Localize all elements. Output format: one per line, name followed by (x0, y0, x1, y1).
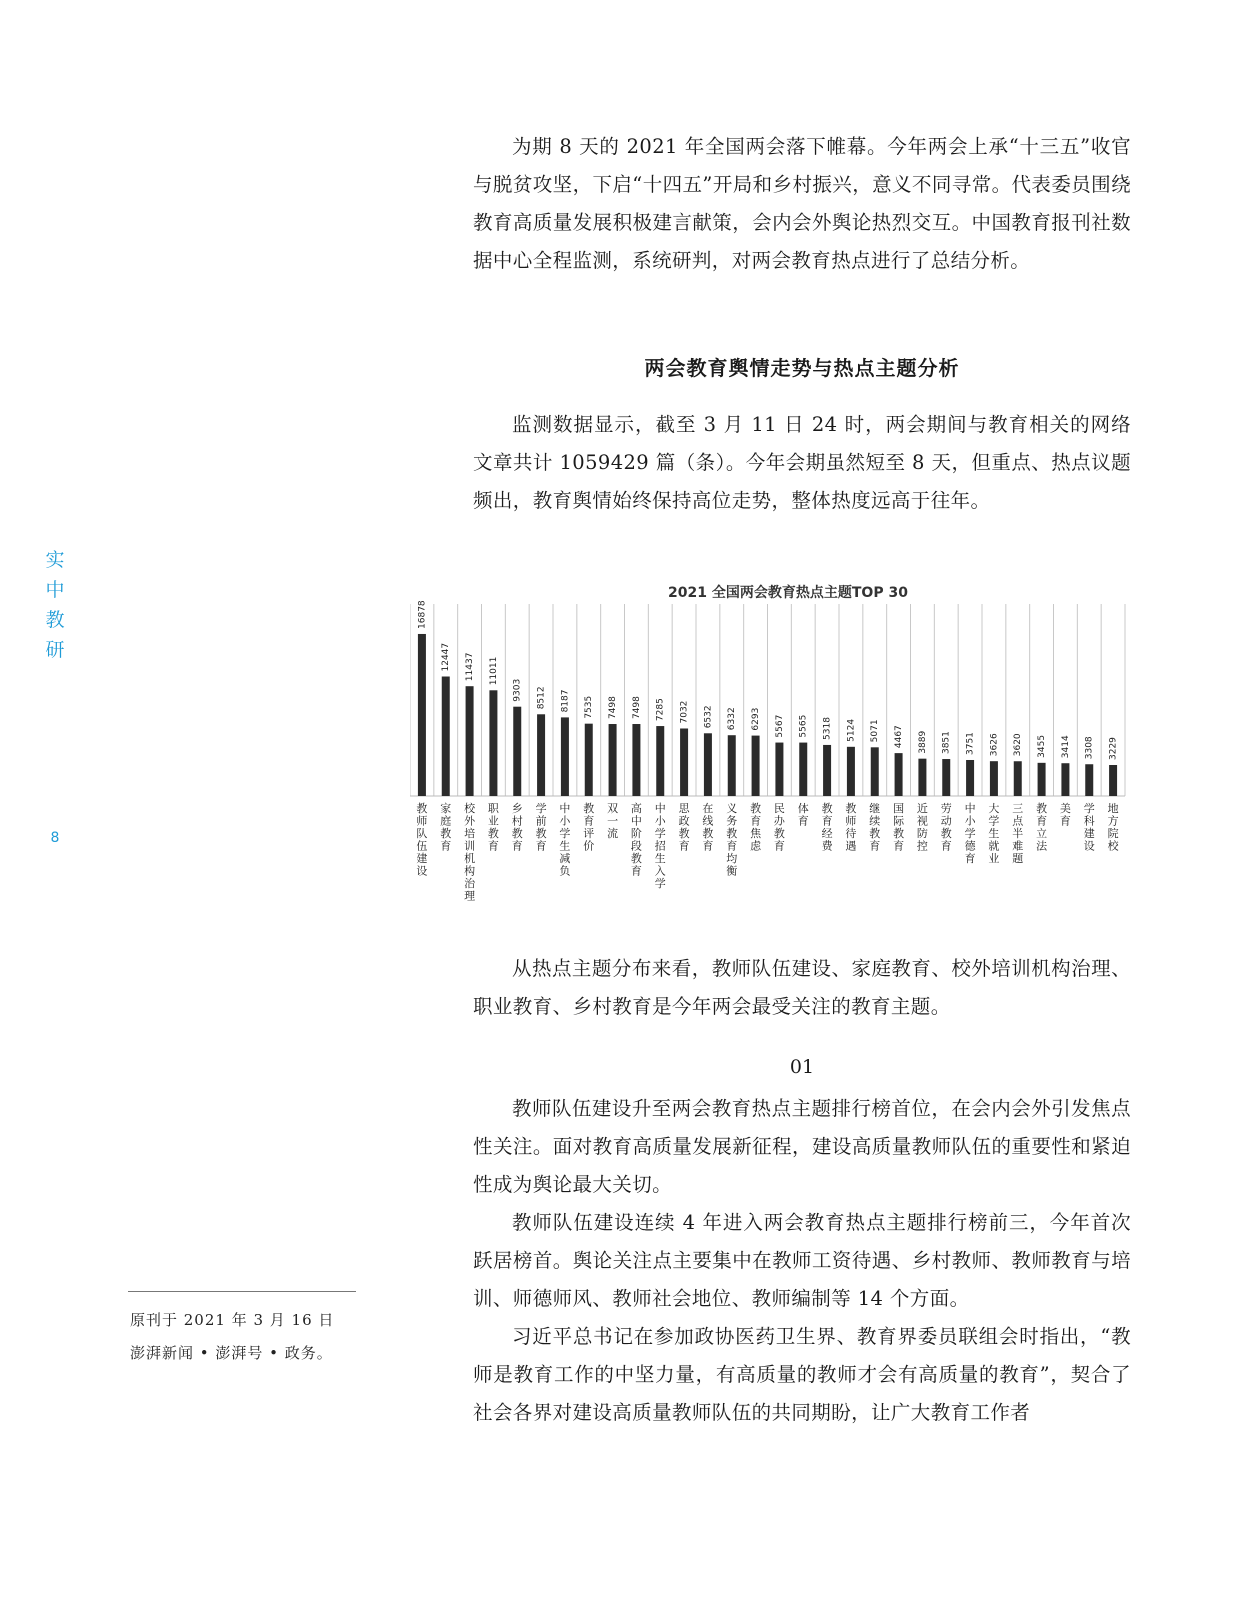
section-paragraph: 监测数据显示，截至 3 月 11 日 24 时，两会期间与教育相关的网络文章共计 1059429 篇（条）。今年会期虽然短至 8 天，但重点、热点议题频出，教育舆情始终保持高位走势，整体热度远高于往年。 (473, 413, 1131, 512)
chart-category-label: 德 (964, 839, 976, 853)
chart-category-label: 段 (630, 839, 642, 853)
chart-category-label: 乡 (511, 802, 523, 815)
chart-value-label: 8512 (536, 686, 547, 710)
chart-category-label: 教 (702, 827, 714, 840)
chart-category-label: 生 (559, 839, 571, 853)
chart-category-label: 动 (940, 814, 952, 828)
chart-category-label: 虑 (750, 839, 762, 853)
chart-category-label: 方 (1107, 814, 1119, 828)
chart-category-label: 育 (1036, 814, 1048, 828)
chart-category-label: 经 (821, 827, 833, 840)
chart-category-label: 教 (678, 827, 690, 840)
chart-value-label: 3889 (917, 730, 928, 754)
chart-category-label: 育 (1059, 814, 1071, 828)
chart-bar (990, 761, 998, 796)
chart-value-label: 6332 (727, 707, 738, 731)
chart-category-label: 焦 (750, 827, 762, 840)
side-section-tab (44, 545, 66, 665)
chart-value-label: 3308 (1084, 736, 1095, 760)
chart-value-label: 3626 (989, 733, 1000, 757)
chart-value-label: 5318 (822, 717, 833, 740)
chart-category-label: 法 (1036, 839, 1048, 853)
chart-bar (752, 736, 760, 796)
chart-category-label: 民 (773, 802, 785, 815)
analysis-block-1 (473, 950, 1131, 1026)
chart-bar (442, 677, 450, 796)
chart-bar (418, 634, 426, 796)
chart-category-label: 半 (1012, 827, 1024, 840)
chart-category-label: 育 (869, 839, 881, 853)
chart-bar (513, 707, 521, 796)
analysis-paragraph-3: 教师队伍建设连续 4 年进入两会教育热点主题排行榜前三，今年首次跃居榜首。舆论关注点主要集中在教师工资待遇、乡村教师、教师教育与培训、师德师风、教师社会地位、教师编制等 14 个方面。 (473, 1211, 1131, 1310)
chart-category-label: 育 (750, 814, 762, 828)
section-block (473, 406, 1131, 520)
side-tab-char: 研 (45, 639, 65, 661)
intro-block (473, 128, 1131, 280)
chart-bar (1085, 764, 1093, 796)
chart-category-label: 视 (916, 814, 928, 828)
chart-bar (680, 728, 688, 796)
chart-category-label: 办 (773, 814, 785, 828)
chart-category-label: 职 (487, 802, 499, 815)
chart-category-label: 小 (559, 814, 571, 828)
chart-category-label: 学 (988, 814, 1000, 828)
chart-category-label: 难 (1012, 839, 1024, 853)
chart-category-label: 学 (559, 827, 571, 840)
chart-category-label: 大 (988, 802, 1000, 815)
chart-value-label: 9303 (512, 678, 523, 702)
chart-category-label: 校 (1107, 839, 1119, 853)
chart-category-label: 家 (440, 802, 452, 815)
chart-value-label: 3751 (965, 732, 976, 755)
page-number: 8 (50, 830, 60, 846)
chart-category-label: 双 (607, 802, 619, 815)
chart-value-label: 16878 (417, 600, 428, 629)
chart-category-label: 教 (1036, 802, 1048, 815)
chart-category-label: 务 (726, 814, 738, 828)
chart-category-label: 劳 (940, 802, 952, 815)
chart-category-label: 育 (440, 839, 452, 853)
chart-value-label: 11437 (465, 652, 476, 682)
chart-category-label: 中 (654, 802, 666, 815)
chart-category-label: 教 (821, 802, 833, 815)
chart-value-label: 5567 (774, 714, 785, 738)
chart-category-label: 育 (726, 839, 738, 853)
chart-value-label: 7498 (608, 696, 619, 720)
chart-category-label: 教 (487, 827, 499, 840)
chart-category-label: 院 (1107, 827, 1119, 840)
chart-category-label: 一 (607, 814, 619, 828)
chart-value-label: 5071 (870, 719, 881, 743)
chart-value-label: 7032 (679, 700, 690, 724)
chart-category-label: 训 (464, 839, 476, 853)
chart-value-label: 7285 (655, 698, 666, 722)
chart-category-label: 生 (988, 827, 1000, 840)
chart-category-label: 减 (559, 852, 571, 865)
chart-category-label: 费 (821, 839, 833, 853)
chart-category-label: 培 (464, 827, 476, 840)
side-tab-char: 实 (45, 549, 65, 571)
chart-category-label: 教 (630, 852, 642, 865)
footnote-divider (128, 1291, 356, 1292)
chart-bar (585, 724, 593, 796)
chart-bar (966, 760, 974, 796)
chart-category-label: 伍 (416, 839, 428, 853)
chart-bar (847, 747, 855, 796)
chart-category-label: 设 (416, 864, 428, 878)
chart-category-label: 学 (654, 877, 666, 890)
chart-category-label: 村 (511, 814, 523, 828)
chart-category-label: 庭 (440, 814, 452, 828)
chart-category-label: 小 (654, 814, 666, 828)
chart-category-label: 育 (487, 839, 499, 853)
chart-value-label: 4467 (894, 725, 905, 749)
chart-category-label: 构 (464, 864, 476, 878)
chart-category-label: 教 (726, 827, 738, 840)
chart-bar (656, 726, 664, 796)
chart-bar (632, 724, 640, 796)
chart-bar (1061, 763, 1069, 796)
chart-bar (871, 747, 879, 796)
chart-category-label: 价 (583, 839, 595, 853)
chart-category-label: 外 (464, 814, 476, 828)
intro-paragraph: 为期 8 天的 2021 年全国两会落下帷幕。今年两会上承“十三五”收官与脱贫攻坚，下启“十四五”开局和乡村振兴，意义不同寻常。代表委员围绕教育高质量发展积极建言献策，会内会外舆论热烈交互。中国教育报刊社数据中心全程监测，系统研判，对两会教育热点进行了总结分析。 (473, 135, 1131, 272)
chart-bar (704, 733, 712, 796)
chart-value-label: 6532 (703, 705, 714, 729)
chart-category-label: 地 (1107, 802, 1119, 815)
chart-category-label: 育 (702, 839, 714, 853)
chart-category-label: 继 (869, 802, 881, 815)
chart-category-label: 教 (416, 802, 428, 815)
chart-category-label: 在 (702, 802, 714, 815)
chart-category-label: 生 (654, 852, 666, 865)
side-tab-char: 教 (45, 609, 65, 631)
chart-category-label: 待 (845, 827, 857, 840)
chart-category-label: 队 (416, 827, 428, 840)
chart-category-label: 均 (726, 852, 738, 865)
chart-category-label: 义 (726, 802, 738, 815)
chart-category-label: 衡 (726, 864, 738, 878)
chart-category-label: 教 (869, 827, 881, 840)
chart-category-label: 教 (773, 827, 785, 840)
analysis-paragraph-4: 习近平总书记在参加政协医药卫生界、教育界委员联组会时指出，“教师是教育工作的中坚力量，有高质量的教师才会有高质量的教育”，契合了社会各界对建设高质量教师队伍的共同期盼，让广大教育工作者 (473, 1325, 1131, 1424)
chart-bar (1109, 765, 1117, 796)
chart-bar (1014, 761, 1022, 796)
chart-category-label: 美 (1059, 802, 1071, 815)
chart-bar (942, 759, 950, 796)
chart-category-label: 立 (1036, 827, 1048, 840)
section-title: 两会教育舆情走势与热点主题分析 (644, 356, 960, 380)
chart-category-label: 育 (964, 852, 976, 865)
chart-category-label: 际 (893, 814, 905, 828)
chart-category-label: 体 (797, 802, 809, 815)
chart-category-label: 教 (440, 827, 452, 840)
chart-value-label: 12447 (441, 642, 452, 672)
chart-category-label: 就 (988, 839, 1000, 853)
chart-category-label: 中 (964, 802, 976, 815)
chart-category-label: 阶 (630, 827, 642, 840)
chart-category-label: 育 (940, 839, 952, 853)
chart-bar (1038, 763, 1046, 796)
chart-bar (609, 724, 617, 796)
chart-category-label: 育 (511, 839, 523, 853)
chart-category-label: 教 (583, 802, 595, 815)
analysis-block-2 (473, 1090, 1131, 1432)
chart-category-label: 高 (630, 802, 642, 815)
chart-category-label: 教 (940, 827, 952, 840)
chart-category-label: 中 (630, 814, 642, 828)
chart-category-label: 学 (535, 802, 547, 815)
chart-bar (775, 743, 783, 796)
chart-category-label: 防 (916, 827, 928, 840)
chart-category-label: 前 (535, 814, 547, 828)
footnote-source-outlet: 澎湃新闻 • 澎湃号 • 政务。 (130, 1344, 333, 1362)
analysis-paragraph-2: 教师队伍建设升至两会教育热点主题排行榜首位，在会内会外引发焦点性关注。面对教育高质量发展新征程，建设高质量教师队伍的重要性和紧迫性成为舆论最大关切。 (473, 1097, 1131, 1196)
chart-category-label: 设 (1083, 839, 1095, 853)
chart-category-label: 控 (916, 839, 928, 853)
chart-category-label: 育 (773, 839, 785, 853)
chart-category-label: 机 (464, 852, 476, 865)
chart-value-label: 3851 (941, 731, 952, 755)
chart-bar (537, 714, 545, 796)
chart-bar (918, 759, 926, 796)
chart-category-label: 师 (845, 814, 857, 828)
chart-category-label: 流 (607, 827, 619, 840)
chart-value-label: 3455 (1037, 734, 1048, 758)
chart-category-label: 国 (893, 802, 905, 815)
chart-category-label: 建 (1083, 827, 1095, 840)
chart-category-label: 题 (1012, 852, 1024, 865)
chart-category-label: 评 (583, 827, 595, 840)
chart-category-label: 建 (416, 852, 428, 865)
chart-category-label: 续 (869, 814, 881, 828)
chart-category-label: 遇 (845, 839, 857, 853)
chart-value-label: 7498 (631, 696, 642, 720)
chart-category-label: 育 (535, 839, 547, 853)
chart-category-label: 师 (416, 814, 428, 828)
chart-svg (410, 582, 1166, 922)
chart-category-label: 业 (487, 814, 499, 828)
analysis-paragraph-1: 从热点主题分布来看，教师队伍建设、家庭教育、校外培训机构治理、职业教育、乡村教育是今年两会最受关注的教育主题。 (473, 957, 1131, 1018)
chart-value-label: 5124 (846, 718, 857, 742)
chart-category-label: 育 (797, 814, 809, 828)
chart-bar (823, 745, 831, 796)
chart-category-label: 学 (964, 827, 976, 840)
chart-category-label: 小 (964, 814, 976, 828)
chart-category-label: 政 (678, 814, 690, 828)
chart-category-label: 理 (464, 889, 476, 903)
chart-bar (895, 753, 903, 796)
chart-value-label: 3620 (1013, 733, 1024, 757)
subsection-number: 01 (789, 1056, 815, 1078)
chart-category-label: 学 (654, 827, 666, 840)
chart-category-label: 负 (559, 864, 571, 878)
chart-value-label: 8187 (560, 689, 571, 713)
chart-bar (728, 735, 736, 796)
chart-category-label: 科 (1083, 814, 1095, 828)
chart-category-label: 三 (1012, 802, 1024, 815)
topic-chart (410, 582, 1166, 922)
chart-category-label: 育 (583, 814, 595, 828)
chart-title: 2021 全国两会教育热点主题TOP 30 (668, 585, 908, 601)
chart-category-label: 业 (988, 852, 1000, 865)
side-tab-char: 中 (45, 579, 65, 601)
chart-bar (466, 686, 474, 796)
chart-category-label: 育 (893, 839, 905, 853)
chart-category-label: 教 (750, 802, 762, 815)
chart-category-label: 校 (464, 802, 476, 815)
chart-category-label: 中 (559, 802, 571, 815)
chart-category-label: 育 (630, 864, 642, 878)
chart-category-label: 教 (845, 802, 857, 815)
chart-bar (489, 690, 497, 796)
chart-category-label: 治 (464, 877, 476, 890)
chart-category-label: 学 (1083, 802, 1095, 815)
chart-category-label: 教 (893, 827, 905, 840)
chart-bar (561, 717, 569, 796)
chart-category-label: 入 (654, 864, 666, 878)
chart-value-label: 5565 (798, 714, 809, 738)
chart-category-label: 近 (916, 802, 928, 815)
chart-value-label: 11011 (488, 656, 499, 686)
chart-value-label: 7535 (584, 695, 595, 719)
chart-category-label: 教 (511, 827, 523, 840)
chart-category-label: 思 (678, 802, 690, 815)
chart-value-label: 3229 (1108, 737, 1119, 761)
chart-bar (799, 743, 807, 796)
chart-value-label: 6293 (751, 707, 762, 731)
chart-category-label: 育 (821, 814, 833, 828)
chart-category-label: 线 (702, 814, 714, 828)
chart-category-label: 招 (654, 839, 666, 853)
chart-category-label: 育 (678, 839, 690, 853)
footnote-source-date: 原刊于 2021 年 3 月 16 日 (130, 1311, 335, 1329)
chart-category-label: 教 (535, 827, 547, 840)
chart-category-label: 点 (1012, 814, 1024, 828)
chart-value-label: 3414 (1060, 735, 1071, 759)
